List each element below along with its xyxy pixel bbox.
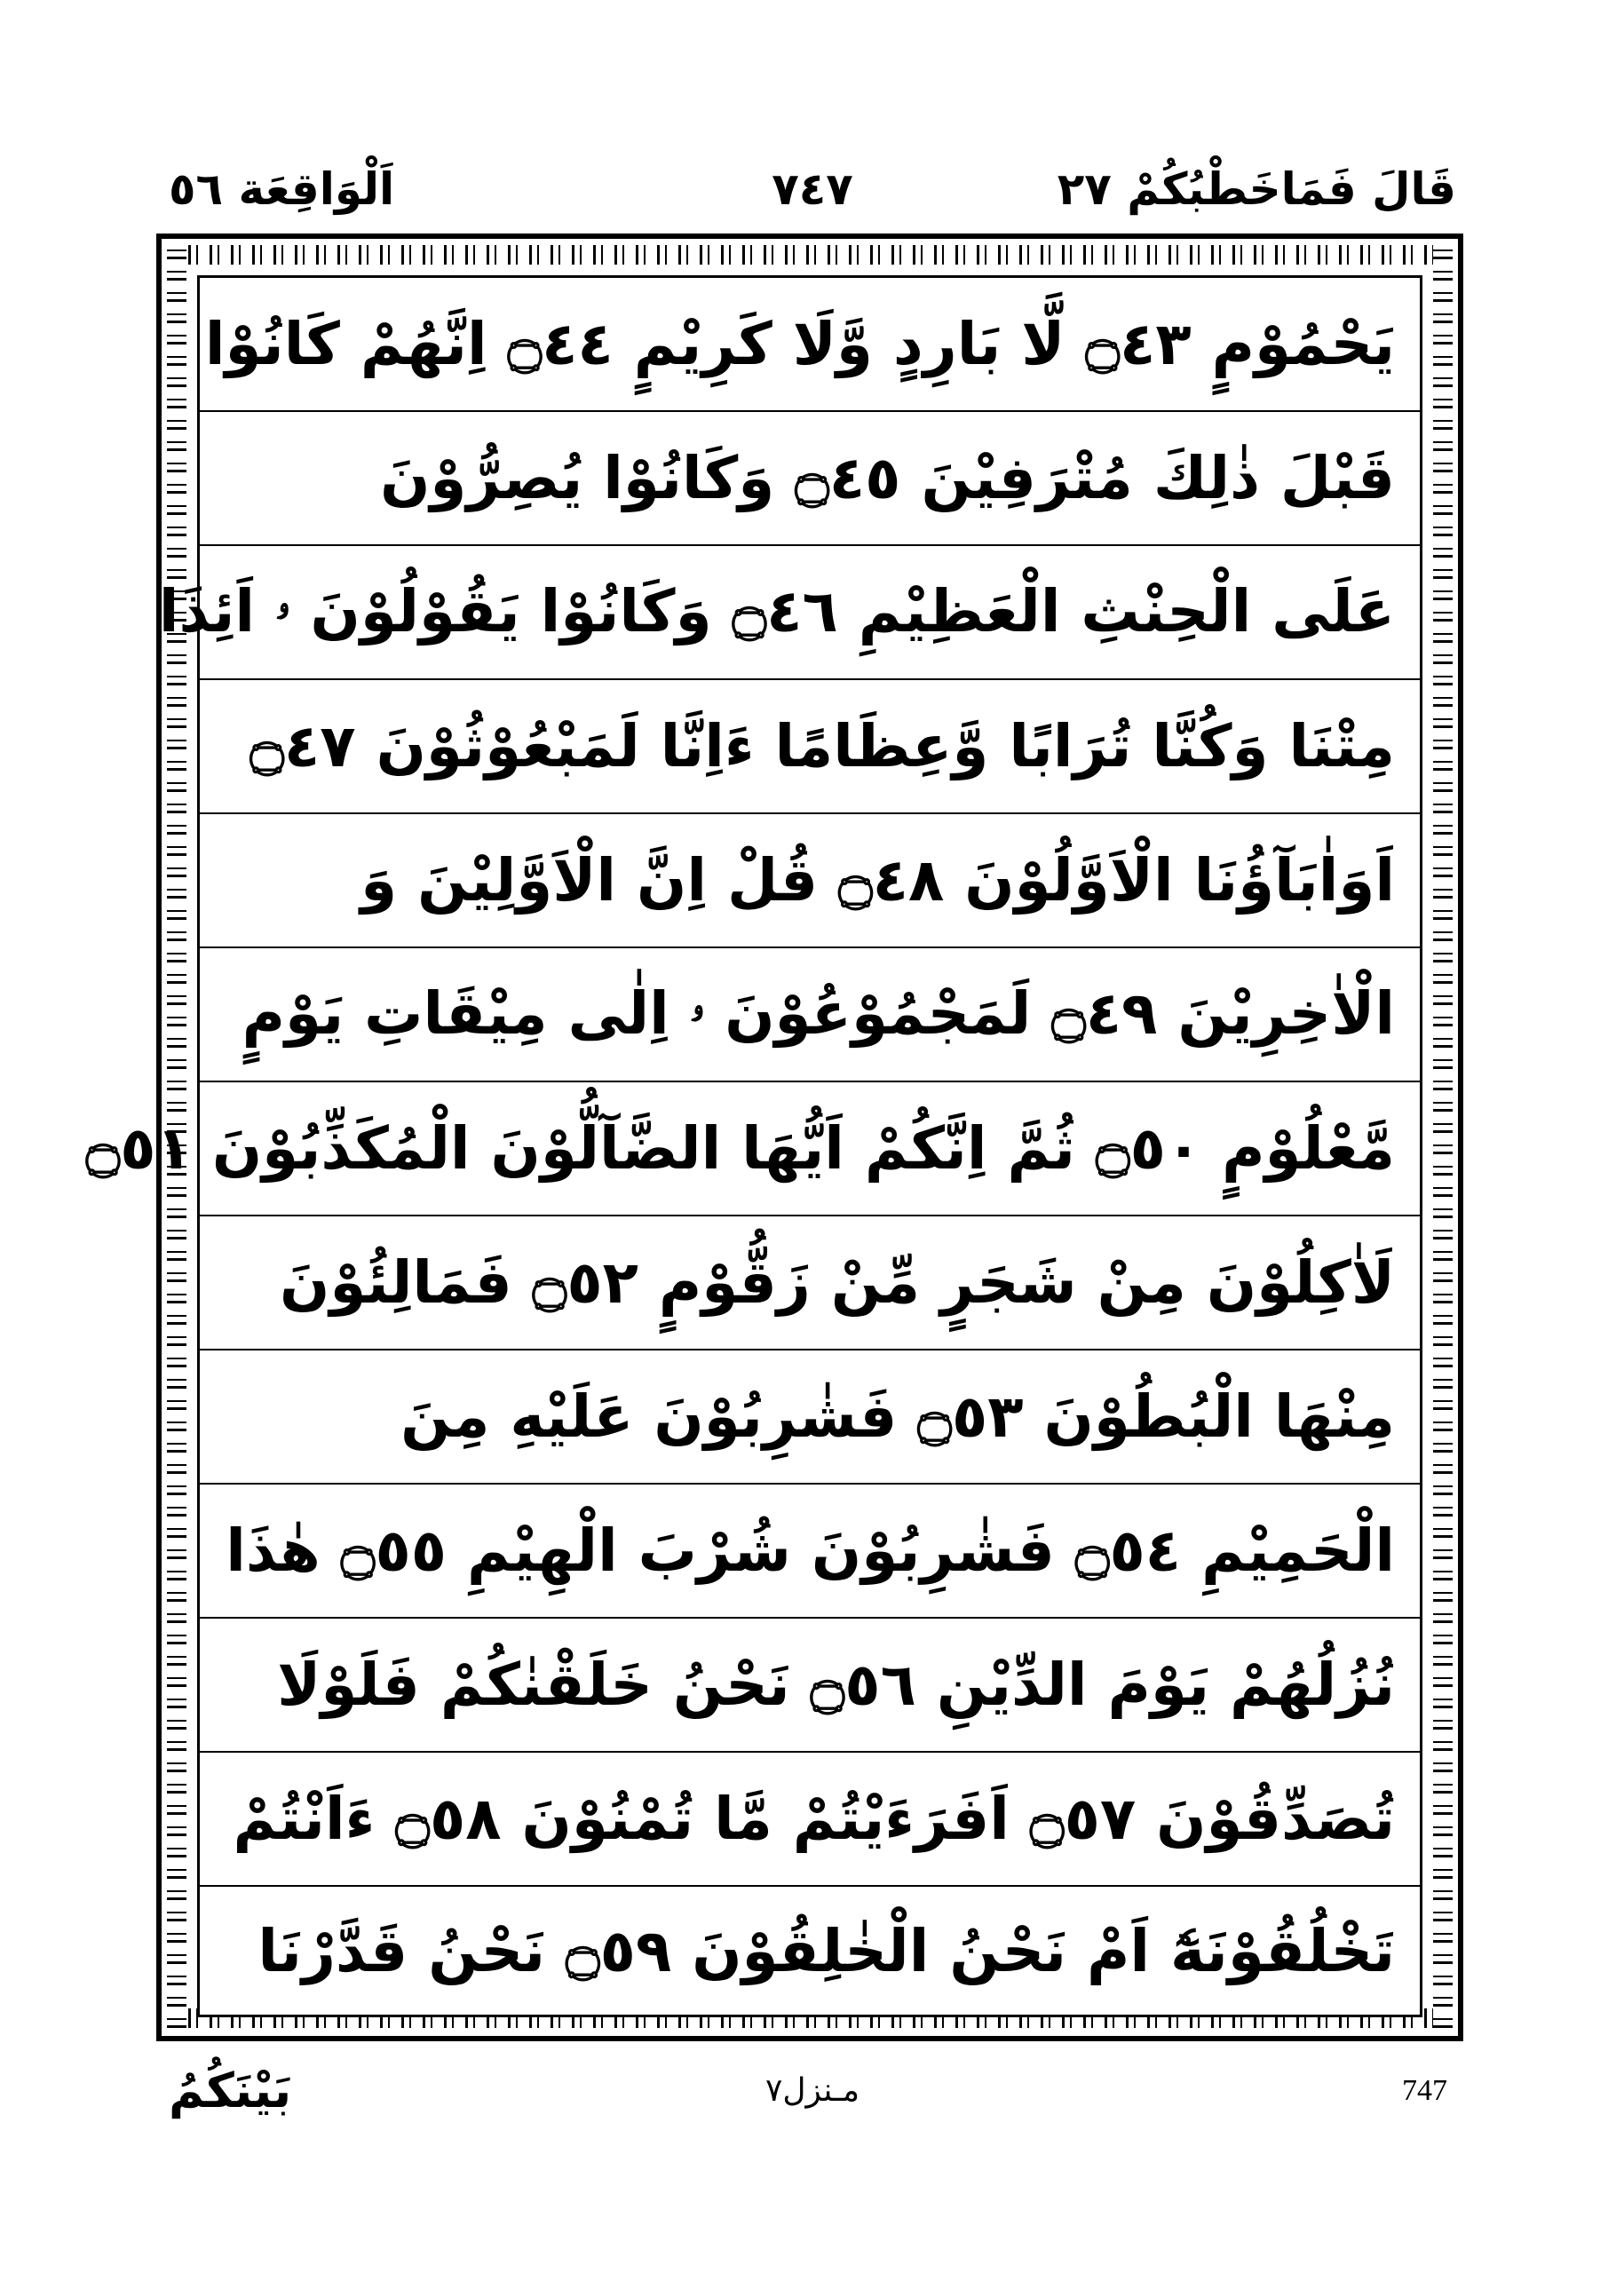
text-line-content: اَوَاٰبَآؤُنَا الْاَوَّلُوْنَ ۝٤٨ قُلْ اِنَّ الْاَوَّلِيْنَ وَ <box>360 846 1395 915</box>
page-header <box>151 149 1474 229</box>
text-line-content: عَلَى الْحِنْثِ الْعَظِيْمِ ۝٤٦ وَكَانُوْا يَقُوْلُوْنَ ۥ اَئِذَا <box>158 577 1395 645</box>
text-line-content: تَخْلُقُوْنَهٗٓ اَمْ نَحْنُ الْخٰلِقُوْنَ ۝٥٩ نَحْنُ قَدَّرْنَا <box>257 1916 1395 1985</box>
text-line <box>200 814 1420 948</box>
text-line-content: الْاٰخِرِيْنَ ۝٤٩ لَمَجْمُوْعُوْنَ ۥ اِلٰى مِيْقَاتِ يَوْمٍ <box>242 979 1395 1048</box>
text-line-content: نُزُلُهُمْ يَوْمَ الدِّيْنِ ۝٥٦ نَحْنُ خَلَقْنٰكُمْ فَلَوْلَا <box>277 1651 1395 1719</box>
page-number-arabic: ٧٤٧ <box>772 163 853 215</box>
text-line-content: مَّعْلُوْمٍ ۝٥٠ ثُمَّ اِنَّكُمْ اَيُّهَا الضَّآلُّوْنَ الْمُكَذِّبُوْنَ ۝٥١ <box>85 1114 1395 1183</box>
page-footer <box>151 2051 1474 2131</box>
text-line <box>200 1216 1420 1350</box>
page-number: 747 <box>1402 2074 1447 2107</box>
text-line <box>200 1753 1420 1887</box>
text-line <box>200 948 1420 1082</box>
text-line-content: مِنْهَا الْبُطُوْنَ ۝٥٣ فَشٰرِبُوْنَ عَلَيْهِ مِنَ <box>400 1382 1395 1451</box>
decorative-border-right <box>1433 245 1453 2028</box>
text-line <box>200 412 1420 546</box>
text-line-content: يَحْمُوْمٍ ۝٤٣ لَّا بَارِدٍ وَّلَا كَرِيْمٍ ۝٤٤ اِنَّهُمْ كَانُوْا <box>204 310 1395 378</box>
text-line <box>200 1887 1420 2015</box>
text-line <box>158 546 1420 680</box>
juz-title: قَالَ فَمَاخَطْبُكُمْ ٢٧ <box>1057 163 1456 215</box>
text-line-content: مِتْنَا وَكُنَّا تُرَابًا وَّعِظَامًا ءَاِنَّا لَمَبْعُوْثُوْنَ ۝٤٧ <box>250 712 1395 780</box>
surah-name: اَلْوَاقِعَة ٥٦ <box>169 163 395 215</box>
text-line <box>200 278 1420 412</box>
decorative-border-top <box>167 245 1453 265</box>
quran-text-panel <box>85 275 1422 2017</box>
text-line <box>200 1619 1420 1753</box>
text-line <box>85 1082 1420 1216</box>
text-line-content: تُصَدِّقُوْنَ ۝٥٧ اَفَرَءَيْتُمْ مَّا تُمْنُوْنَ ۝٥٨ ءَاَنْتُمْ <box>233 1785 1395 1853</box>
text-line <box>200 680 1420 814</box>
text-line-content: قَبْلَ ذٰلِكَ مُتْرَفِيْنَ ۝٤٥ وَكَانُوْا يُصِرُّوْنَ <box>380 444 1395 512</box>
text-line-content: الْحَمِيْمِ ۝٥٤ فَشٰرِبُوْنَ شُرْبَ الْهِيْمِ ۝٥٥ هٰذَا <box>226 1517 1395 1585</box>
text-line <box>200 1485 1420 1619</box>
catchword: بَيْنَكُمُ <box>169 2063 292 2119</box>
manzil-marker: مـنزل۷ <box>764 2072 860 2109</box>
text-line-content: لَاٰكِلُوْنَ مِنْ شَجَرٍ مِّنْ زَقُّوْمٍ ۝٥٢ فَمَالِئُوْنَ <box>280 1248 1395 1317</box>
text-line <box>200 1350 1420 1485</box>
